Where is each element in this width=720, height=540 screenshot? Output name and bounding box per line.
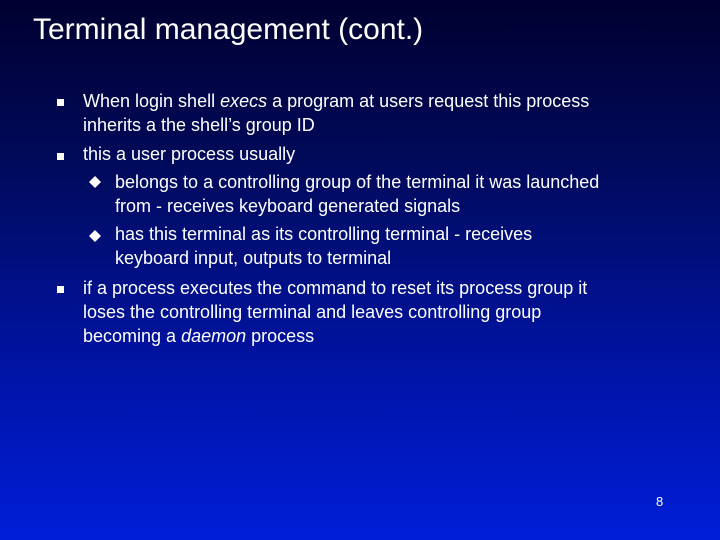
slide-title: Terminal management (cont.) (33, 13, 424, 46)
diamond-bullet-icon (89, 230, 101, 242)
bullet-1-line-1 (83, 89, 589, 113)
bullet-1-emphasis: execs (220, 91, 268, 111)
bullet-1 (83, 89, 589, 137)
bullet-3-line-3 (83, 324, 587, 348)
page-number: 8 (656, 494, 664, 509)
subbullet-2-1 (115, 170, 599, 218)
bullet-3 (83, 276, 587, 348)
square-bullet-icon (57, 153, 64, 160)
subbullet-2-2 (115, 222, 532, 270)
bullet-1-text-before: When login shell (83, 91, 221, 111)
bullet-1-line-2: inherits a the shell’s group ID (83, 115, 315, 135)
bullet-3-line-2: loses the controlling terminal and leaves controlling group (83, 302, 542, 322)
subbullet-2-2-line-1: has this terminal as its controlling terminal - receives (115, 224, 533, 244)
bullet-3-emphasis: daemon (181, 326, 247, 346)
square-bullet-icon (57, 286, 64, 293)
square-bullet-icon (57, 99, 64, 106)
subbullet-2-2-line-2: keyboard input, outputs to terminal (115, 248, 392, 268)
bullet-2-text: this a user process usually (83, 144, 296, 164)
bullet-1-text-after: a program at users request this process (267, 91, 590, 111)
subbullet-2-1-line-2: from - receives keyboard generated signals (115, 196, 461, 216)
bullet-2 (83, 142, 295, 166)
bullet-3-text-after: process (246, 326, 315, 346)
subbullet-2-1-line-1: belongs to a controlling group of the terminal it was launched (115, 172, 600, 192)
bullet-3-text-before: becoming a (83, 326, 182, 346)
bullet-3-line-1: if a process executes the command to reset its process group it (83, 278, 588, 298)
diamond-bullet-icon (89, 176, 101, 188)
